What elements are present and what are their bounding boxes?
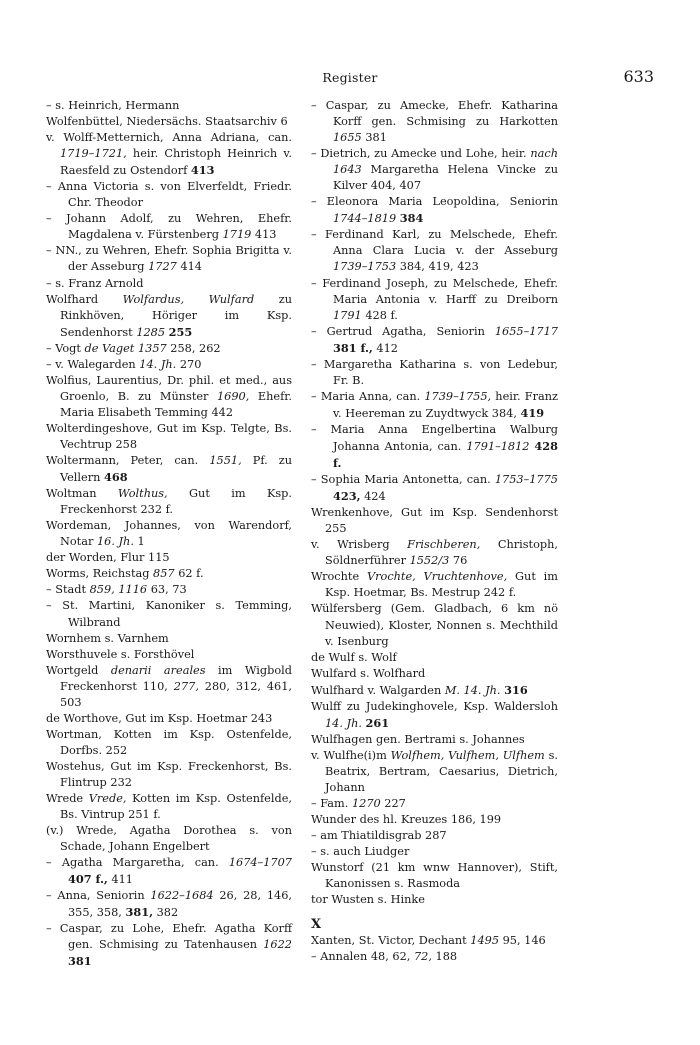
index-entry: Wolfhard Wolfardus, Wulfard zu Rinkhöven, Höriger im Ksp. Sendenhorst 1285 255 xyxy=(46,292,292,339)
index-entry: – s. auch Liudger xyxy=(311,845,410,859)
index-entry: – Fam. 1270 227 xyxy=(311,797,406,811)
index-entry: Wostehus, Gut im Ksp. Freckenhorst, Bs. Flintrup 232 xyxy=(46,759,292,789)
index-entry: – Anna Victoria s. von Elverfeldt, Friedr. Chr. Theodor xyxy=(46,180,292,210)
index-entry: – Johann Adolf, zu Wehren, Ehefr. Magdalena v. Fürstenberg 1719 413 xyxy=(46,212,292,242)
index-entry: – Stadt 859, 1116 63, 73 xyxy=(46,583,187,597)
index-entry: Wrede Vrede, Kotten im Ksp. Ostenfelde, Bs. Vintrup 251 f. xyxy=(46,792,292,822)
index-entry: v. Wulfhe(i)m Wolfhem, Vulfhem, Ulfhem s. Beatrix, Bertram, Caesarius, Dietrich, Johann xyxy=(311,748,559,794)
index-entry: – s. Heinrich, Hermann xyxy=(46,99,180,112)
index-entry: Wortgeld denarii areales im Wigbold Freckenhorst 110, 277, 280, 312, 461, 503 xyxy=(46,663,292,709)
index-entry: Wulfhard v. Walgarden M. 14. Jh. 316 xyxy=(311,682,528,697)
index-entry: (v.) Wrede, Agatha Dorothea s. von Schade, Johann Engelbert xyxy=(46,824,292,854)
index-entry: Wulfhagen gen. Bertrami s. Johannes xyxy=(311,732,525,746)
index-entry: – Vogt de Vaget 1357 258, 262 xyxy=(46,341,221,355)
index-entry: – NN., zu Wehren, Ehefr. Sophia Brigitta v. der Asseburg 1727 414 xyxy=(46,244,292,274)
index-entry: Woltman Wolthus, Gut im Ksp. Freckenhorst 232 f. xyxy=(46,487,292,517)
index-entry: – Maria Anna Engelbertina Walburg Johanna Antonia, can. 1791–1812 428 f. xyxy=(311,422,559,471)
index-entry: – Ferdinand Joseph, zu Melschede, Ehefr. Maria Antonia v. Harff zu Dreiborn 1791 428 f. xyxy=(311,276,558,322)
index-entry: Wülfersberg (Gem. Gladbach, 6 km nö Neuwied), Kloster, Nonnen s. Mechthild v. Isenburg xyxy=(311,602,558,648)
index-entry: v. Wrisberg Frischberen, Christoph, Söldnerführer 1552/3 76 xyxy=(311,538,558,568)
index-entry: Wortman, Kotten im Ksp. Ostenfelde, Dorfbs. 252 xyxy=(46,727,292,757)
index-entry: der Worden, Flur 115 xyxy=(46,551,170,565)
index-entry: Wunder des hl. Kreuzes 186, 199 xyxy=(311,813,502,827)
index-entry: Xanten, St. Victor, Dechant 1495 95, 146 xyxy=(311,934,546,948)
index-entry: Wornhem s. Varnhem xyxy=(46,631,169,645)
index-entry: – Eleonora Maria Leopoldina, Seniorin 1744–1819 384 xyxy=(311,195,558,226)
index-entry: Wulfard s. Wolfhard xyxy=(311,666,426,680)
index-entry: – Gertrud Agatha, Seniorin 1655–1717 381 f., 412 xyxy=(311,324,558,355)
index-entry: Wolfenbüttel, Niedersächs. Staatsarchiv 6 xyxy=(46,115,288,129)
index-entry: – Annalen 48, 62, 72, 188 xyxy=(311,950,458,964)
index-entry: – Anna, Seniorin 1622–1684 26, 28, 146, 355, 358, 381, 382 xyxy=(46,889,292,920)
index-entry: – Ferdinand Karl, zu Melschede, Ehefr. Anna Clara Lucia v. der Asseburg 1739–1753 384, 419, 423 xyxy=(311,228,558,274)
index-entry: – s. Franz Arnold xyxy=(46,276,144,290)
running-title: Register xyxy=(322,70,378,85)
index-entry: Worsthuvele s. Forsthövel xyxy=(46,647,195,661)
index-entry: Wrochte Vrochte, Vruchtenhove, Gut im Ksp. Hoetmar, Bs. Mestrup 242 f. xyxy=(311,570,558,600)
index-entry: – Dietrich, zu Amecke und Lohe, heir. nach 1643 Margaretha Helena Vincke zu Kilver 404, 407 xyxy=(311,147,558,193)
index-entry: Wolfius, Laurentius, Dr. phil. et med., aus Groenlo, B. zu Münster 1690, Ehefr. Maria Elisabeth Temming 442 xyxy=(46,373,292,419)
page-header xyxy=(46,66,654,90)
index-entry: tor Wusten s. Hinke xyxy=(311,893,425,907)
index-entry: de Wulf s. Wolf xyxy=(311,650,397,664)
page-number: 633 xyxy=(623,67,654,86)
index-entry: – Sophia Maria Antonetta, can. 1753–1775 423, 424 xyxy=(311,473,558,504)
index-entry: Wordeman, Johannes, von Warendorf, Notar 16. Jh. 1 xyxy=(46,519,292,549)
index-entry: de Worthove, Gut im Ksp. Hoetmar 243 xyxy=(46,711,273,725)
index-entry: – am Thiatildisgrab 287 xyxy=(311,829,447,843)
index-entry: Wulff zu Judekinghovele, Ksp. Waldersloh 14. Jh. 261 xyxy=(311,699,558,730)
index-entry: Wunstorf (21 km wnw Hannover), Stift, Kanonissen s. Rasmoda xyxy=(311,861,558,891)
left-column xyxy=(46,98,292,971)
index-entry: – v. Walegarden 14. Jh. 270 xyxy=(46,357,202,371)
index-entry: – Maria Anna, can. 1739–1755, heir. Franz v. Heereman zu Zuydtwyck 384, 419 xyxy=(311,389,558,420)
index-entry: Wrenkenhove, Gut im Ksp. Sendenhorst 255 xyxy=(311,506,558,536)
index-entry: – Agatha Margaretha, can. 1674–1707 407 f., 411 xyxy=(46,856,292,887)
index-entry: Worms, Reichstag 857 62 f. xyxy=(46,567,204,581)
section-letter-x: X xyxy=(311,917,322,933)
right-column xyxy=(311,98,558,965)
index-entry: – Margaretha Katharina s. von Ledebur, Fr. B. xyxy=(311,357,558,387)
index-entry: – Caspar, zu Lohe, Ehefr. Agatha Korff gen. Schmising zu Tatenhausen 1622 381 xyxy=(46,922,292,969)
index-entry: – Caspar, zu Amecke, Ehefr. Katharina Korff gen. Schmising zu Harkotten 1655 381 xyxy=(311,99,558,145)
index-entry: v. Wolff-Metternich, Anna Adriana, can. 1719–1721, heir. Christoph Heinrich v. Raesfeld zu Ostendorf 413 xyxy=(46,131,292,178)
index-entry: Woltermann, Peter, can. 1551, Pf. zu Vellern 468 xyxy=(46,454,292,485)
index-entry: – St. Martini, Kanoniker s. Temming, Wilbrand xyxy=(46,599,292,629)
index-entry: Wolterdingeshove, Gut im Ksp. Telgte, Bs. Vechtrup 258 xyxy=(46,421,292,451)
